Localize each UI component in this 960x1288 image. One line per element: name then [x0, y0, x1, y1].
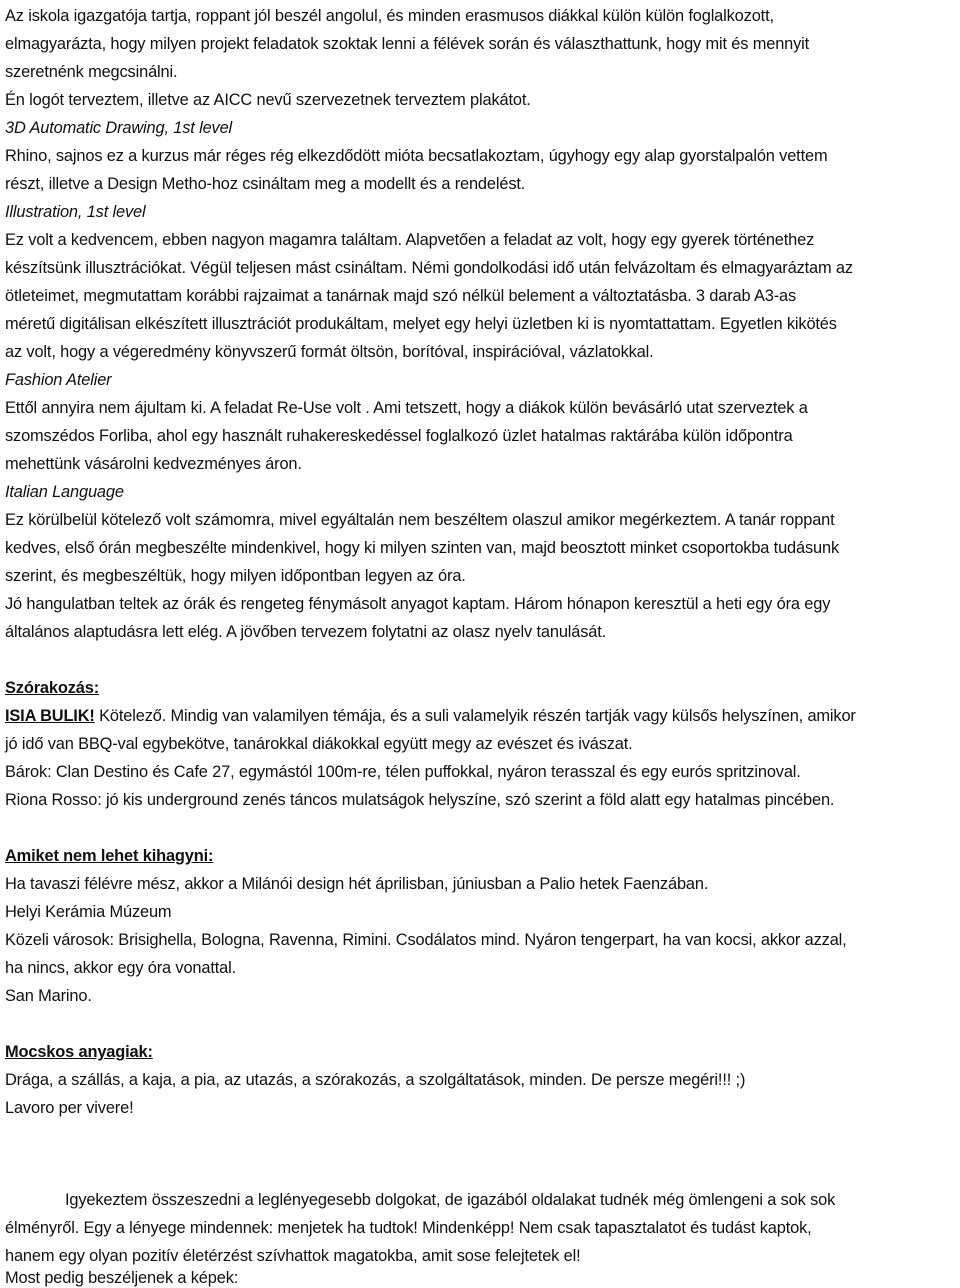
paragraph-line: Az iskola igazgatója tartja, roppant jól beszél angolul, és minden erasmusos diákkal külön külön foglalkozott,: [5, 7, 774, 25]
paragraph-line: méretű digitálisan elkészített illusztrációt produkáltam, melyet egy helyi üzletben ki is nyomtattattam. Egyetlen kikötés: [5, 315, 837, 333]
paragraph-line: elmagyarázta, hogy milyen projekt feladatok szoktak lenni a félévek során és választhattunk, hogy mit és mennyit: [5, 35, 810, 53]
paragraph-line: szomszédos Forliba, ahol egy használt ruhakereskedéssel foglalkozó üzlet hatalmas raktárába külön időpontra: [5, 427, 793, 445]
paragraph-line: készítsünk illusztrációkat. Végül teljesen mást csináltam. Némi gondolkodási idő után felvázoltam és elmagyaráztam az: [5, 259, 853, 277]
paragraph-line: jó idő van BBQ-val egybekötve, tanárokkal diákokkal együtt megy az evészet és ivászat.: [5, 735, 633, 753]
section-heading: Mocskos anyagiak:: [5, 1043, 153, 1061]
paragraph-line: Most pedig beszéljenek a képek:: [5, 1269, 239, 1287]
paragraph-line: részt, illetve a Design Metho-hoz csináltam meg a modellt és a rendelést.: [5, 175, 526, 193]
paragraph-line: Riona Rosso: jó kis underground zenés táncos mulatságok helyszíne, szó szerint a föld alatt egy hatalmas pincében.: [5, 791, 835, 809]
course-heading: Fashion Atelier: [5, 371, 112, 389]
paragraph-line: [5, 706, 856, 726]
paragraph-text: Kötelező. Mindig van valamilyen témája, és a suli valamelyik részén tartják vagy külsős helyszínen, amikor: [94, 707, 856, 725]
paragraph-line: mehettünk vásárolni kedvezményes áron.: [5, 455, 302, 473]
course-heading: Italian Language: [5, 483, 124, 501]
paragraph-line: élményről. Egy a lényege mindennek: menjetek ha tudtok! Mindenképp! Nem csak tapasztalatot és tudást kaptok,: [5, 1219, 812, 1237]
course-heading: Illustration, 1st level: [5, 203, 146, 221]
paragraph-line: szeretnénk megcsinálni.: [5, 63, 178, 81]
paragraph-line: Ez volt a kedvencem, ebben nagyon magamra találtam. Alapvetően a feladat az volt, hogy egy gyerek történethez: [5, 231, 815, 249]
paragraph-line: ötleteimet, megmutattam korábbi rajzaimat a tanárnak majd szó nélkül belement a változtatásba. 3 darab A3-as: [5, 287, 797, 305]
paragraph-line: Bárok: Clan Destino és Cafe 27, egymástól 100m-re, télen puffokkal, nyáron terasszal és egy eurós spritzinoval.: [5, 763, 801, 781]
paragraph-line: Közeli városok: Brisighella, Bologna, Ravenna, Rimini. Csodálatos mind. Nyáron tengerpart, ha van kocsi, akkor azzal,: [5, 931, 847, 949]
paragraph-line: az volt, hogy a végeredmény könyvszerű formát öltsön, borítóval, inspirációval, vázlatokkal.: [5, 343, 654, 361]
paragraph-line: Én logót terveztem, illetve az AICC nevű szervezetnek terveztem plakátot.: [5, 91, 531, 109]
paragraph-line: Ez körülbelül kötelező volt számomra, mivel egyáltalán nem beszéltem olaszul amikor megérkeztem. A tanár roppant: [5, 511, 835, 529]
paragraph-line: Ettől annyira nem ájultam ki. A feladat Re-Use volt . Ami tetszett, hogy a diákok külön bevásárló utat szerveztek a: [5, 399, 808, 417]
paragraph-line: hanem egy olyan pozitív életérzést szívhattok magatokba, amit sose felejtetek el!: [5, 1247, 581, 1265]
paragraph-line: Lavoro per vivere!: [5, 1099, 134, 1117]
emphasis-text: ISIA BULIK!: [5, 707, 95, 725]
paragraph-line: kedves, első órán megbeszélte mindenkivel, hogy ki milyen szinten van, majd beosztott minket csoportokba tudásunk: [5, 539, 839, 557]
paragraph-line: Helyi Kerámia Múzeum: [5, 903, 172, 921]
paragraph-line: San Marino.: [5, 987, 92, 1005]
paragraph-line: ha nincs, akkor egy óra vonattal.: [5, 959, 237, 977]
paragraph-line: Rhino, sajnos ez a kurzus már réges rég elkezdődött mióta becsatlakoztam, úgyhogy egy alap gyorstalpalón vettem: [5, 147, 828, 165]
course-heading: 3D Automatic Drawing, 1st level: [5, 119, 233, 137]
section-heading: Szórakozás:: [5, 679, 99, 697]
paragraph-line: Ha tavaszi félévre mész, akkor a Milánói design hét áprilisban, júniusban a Palio hetek Faenzában.: [5, 875, 709, 893]
paragraph-line: általános alaptudásra lett elég. A jövőben tervezem folytatni az olasz nyelv tanulását.: [5, 623, 607, 641]
section-heading: Amiket nem lehet kihagyni:: [5, 847, 214, 865]
paragraph-line: Igyekeztem összeszedni a leglényegesebb dolgokat, de igazából oldalakat tudnék még ömlengeni a sok sok: [65, 1191, 836, 1209]
paragraph-line: Drága, a szállás, a kaja, a pia, az utazás, a szórakozás, a szolgáltatások, minden. De persze megéri!!! ;): [5, 1071, 746, 1089]
paragraph-line: Jó hangulatban teltek az órák és rengeteg fénymásolt anyagot kaptam. Három hónapon keresztül a heti egy óra egy: [5, 595, 831, 613]
paragraph-line: szerint, és megbeszéltük, hogy milyen időpontban legyen az óra.: [5, 567, 466, 585]
